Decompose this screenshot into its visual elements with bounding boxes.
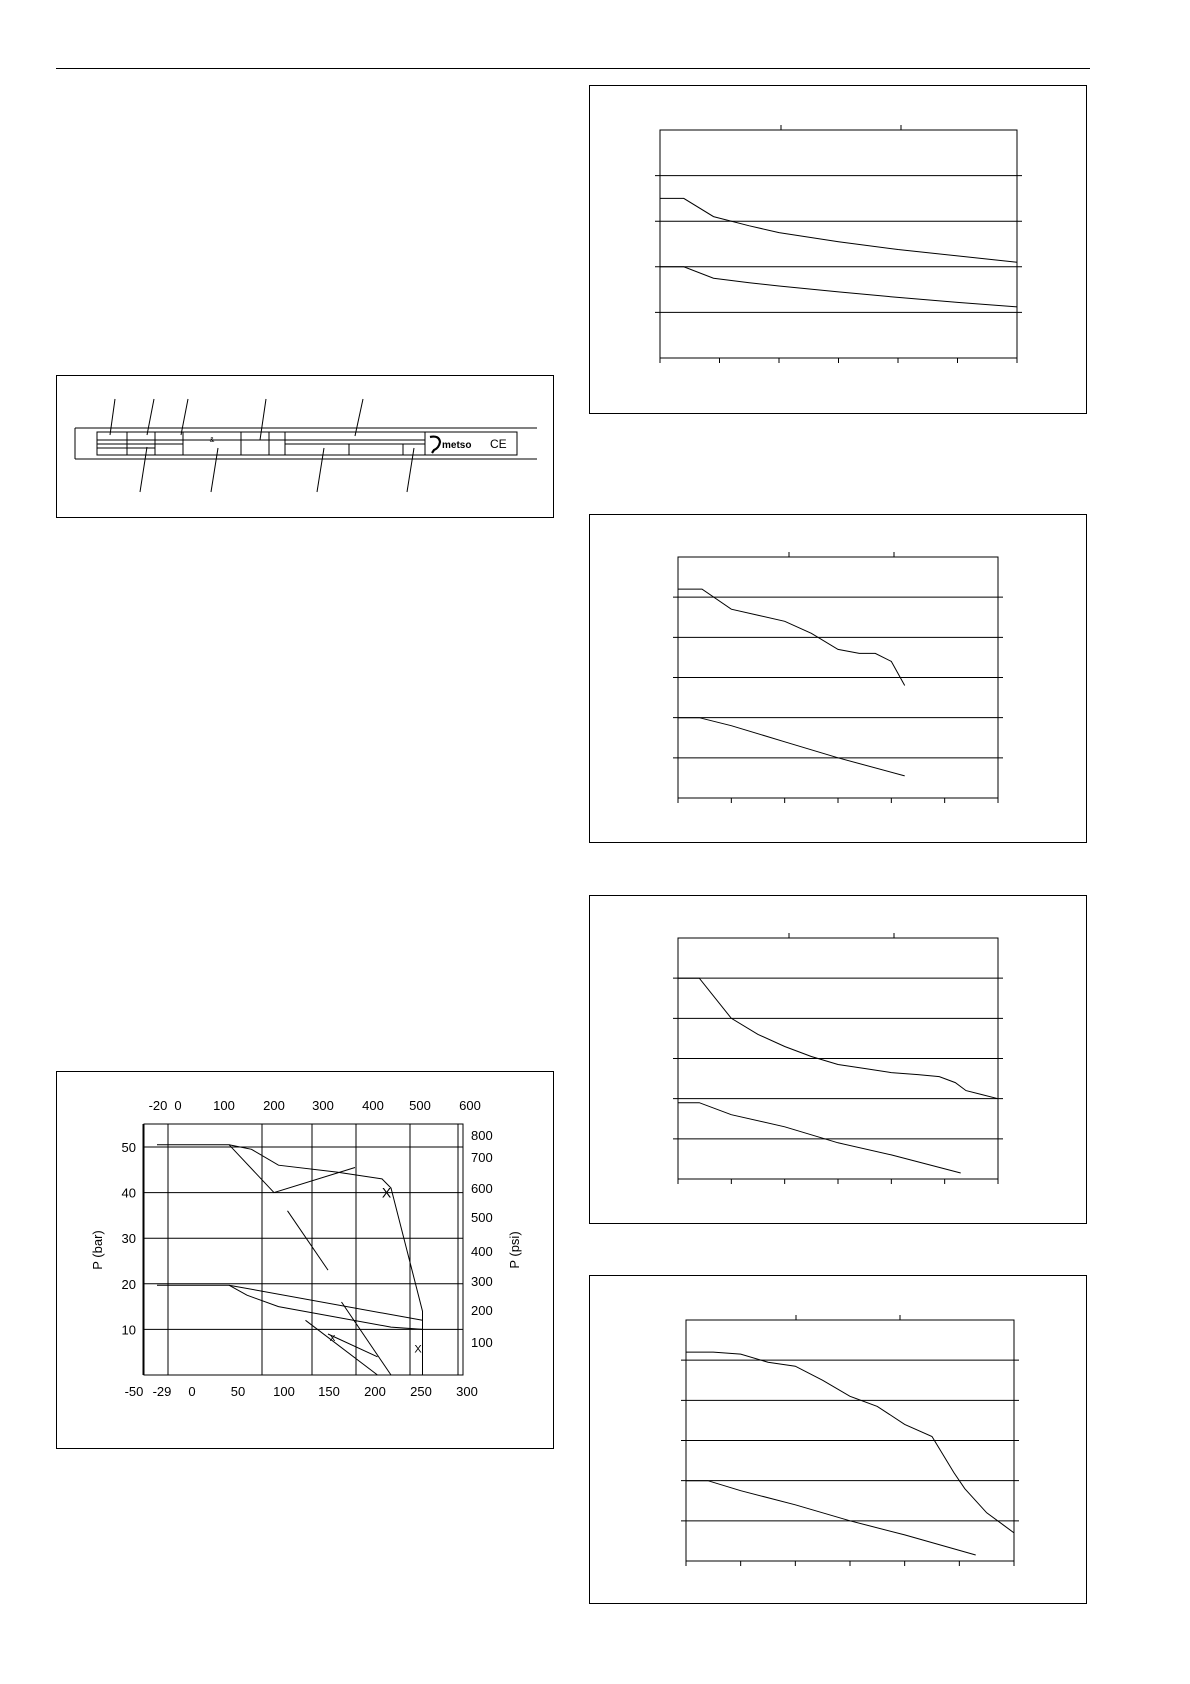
- series-line-1: [678, 978, 998, 1098]
- y-axis-label-psi: P (psi): [507, 1231, 522, 1269]
- page-header-rule: [56, 68, 1090, 69]
- tick-label-psi: 800: [471, 1128, 493, 1143]
- series-line-2: [686, 1481, 976, 1555]
- series-line-1: [686, 1352, 1014, 1533]
- tick-label-psi: 600: [471, 1181, 493, 1196]
- tick-label-psi: 400: [471, 1244, 493, 1259]
- tick-label-celsius: -50: [124, 1384, 144, 1399]
- chart-r3-panel: [589, 895, 1087, 1224]
- tick-label-celsius: 0: [188, 1384, 196, 1399]
- chart-r4-panel: [589, 1275, 1087, 1604]
- annotation-marker: x: [329, 1332, 336, 1345]
- tick-label-psi: 500: [471, 1210, 493, 1225]
- tick-label-fahrenheit: 0: [174, 1098, 182, 1113]
- tick-label-celsius: 300: [456, 1384, 478, 1399]
- nameplate-figure: [56, 375, 554, 518]
- pt-chart-panel: [56, 1071, 554, 1449]
- tick-label-celsius: 250: [410, 1384, 432, 1399]
- chart-r2-panel: [589, 514, 1087, 843]
- tick-label-fahrenheit: 300: [312, 1098, 334, 1113]
- brand-name: metso: [442, 440, 472, 451]
- chart-r4: [590, 1276, 1086, 1603]
- annotation-marker: X: [414, 1343, 422, 1356]
- pt-series-7: [328, 1334, 378, 1357]
- tick-label-bar: 30: [121, 1231, 136, 1247]
- tick-label-fahrenheit: 200: [263, 1098, 285, 1113]
- metso-logo-icon: [430, 437, 471, 453]
- tick-label-celsius: 100: [273, 1384, 295, 1399]
- tick-label-bar: 40: [121, 1185, 136, 1201]
- chart-r1: [590, 86, 1086, 413]
- tick-label-fahrenheit: 400: [362, 1098, 384, 1113]
- tick-label-celsius: 200: [364, 1384, 386, 1399]
- tick-label-psi: 300: [471, 1274, 493, 1289]
- series-line-2: [678, 718, 905, 776]
- chart-r1-panel: [589, 85, 1087, 414]
- tick-label-celsius: -29: [152, 1384, 172, 1399]
- tick-label-fahrenheit: 600: [459, 1098, 481, 1113]
- plot-frame: [660, 130, 1017, 358]
- tick-label-psi: 700: [471, 1150, 493, 1165]
- pt-chart: [57, 1072, 553, 1448]
- nameplate-cell-mark: &: [209, 437, 215, 444]
- annotation-marker: X: [381, 1184, 392, 1201]
- chart-r3: [590, 896, 1086, 1223]
- series-line-1: [660, 198, 1017, 262]
- tick-label-fahrenheit: 100: [213, 1098, 235, 1113]
- pt-series-8: [288, 1211, 329, 1270]
- ce-mark: CE: [490, 437, 507, 451]
- pt-series-2: [229, 1145, 423, 1375]
- tick-label-celsius: 150: [318, 1384, 340, 1399]
- pt-series-3: [157, 1285, 423, 1320]
- tick-label-celsius: 50: [230, 1384, 246, 1399]
- tick-label-fahrenheit: -20: [148, 1098, 168, 1113]
- tick-label-fahrenheit: 500: [409, 1098, 431, 1113]
- pt-series-4: [229, 1285, 423, 1375]
- tick-label-psi: 200: [471, 1303, 493, 1318]
- plot-frame: [144, 1124, 463, 1375]
- y-axis-label-bar: P (bar): [90, 1230, 105, 1270]
- tick-label-bar: 20: [121, 1276, 136, 1292]
- tick-label-bar: 50: [121, 1140, 136, 1155]
- nameplate-drawing: [57, 376, 553, 517]
- series-line-2: [660, 267, 1017, 307]
- series-line-2: [678, 1103, 961, 1173]
- tick-label-psi: 100: [471, 1335, 493, 1350]
- pt-series-6: [306, 1320, 378, 1375]
- chart-r2: [590, 515, 1086, 842]
- tick-label-bar: 10: [121, 1322, 136, 1338]
